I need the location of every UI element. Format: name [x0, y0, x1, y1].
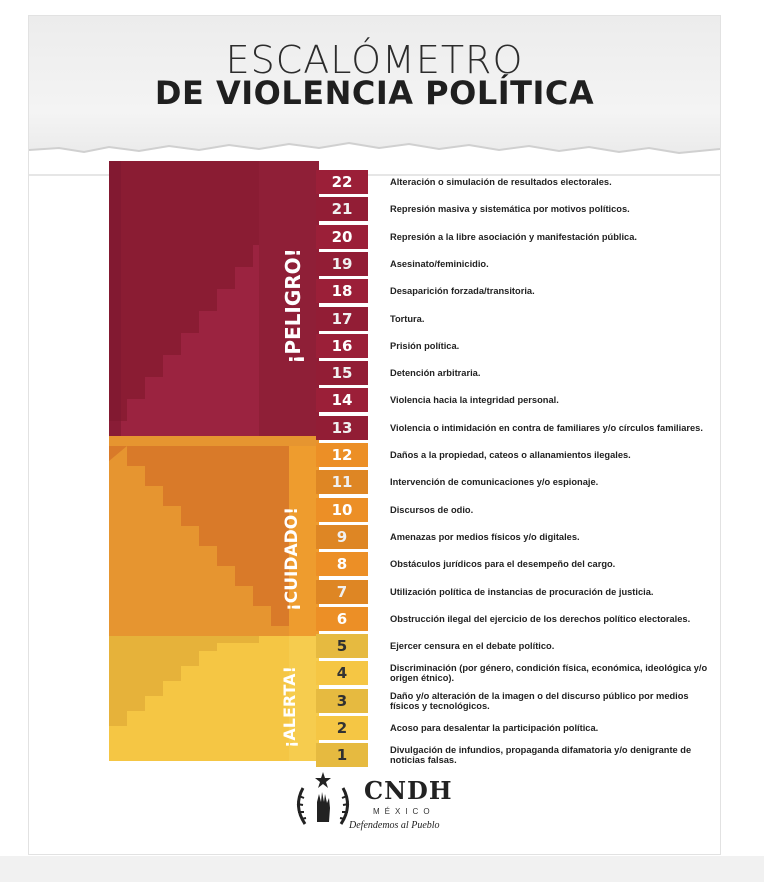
level-number: 4	[316, 661, 368, 685]
level-description: Utilización política de instancias de procuración de justicia.	[390, 586, 654, 597]
level-description: Tortura.	[390, 313, 425, 324]
level-row	[316, 634, 706, 658]
section-label-alerta: ¡ALERTA!	[280, 666, 299, 748]
level-description: Obstrucción ilegal del ejercicio de los derechos político electorales.	[390, 613, 691, 624]
level-description: Alteración o simulación de resultados electorales.	[390, 177, 612, 187]
level-number: 11	[316, 470, 368, 494]
level-row	[316, 607, 706, 631]
level-row	[316, 743, 706, 767]
logo-country: MÉXICO	[373, 807, 435, 816]
level-description: Represión a la libre asociación y manifestación pública.	[390, 231, 637, 242]
level-number: 5	[316, 634, 368, 658]
level-description: Violencia o intimidación en contra de familiares y/o círculos familiares.	[390, 422, 703, 433]
level-row	[316, 525, 706, 549]
level-description: Prisión política.	[390, 340, 460, 351]
level-number: 7	[316, 580, 368, 604]
title-line-1: ESCALÓMETRO	[225, 38, 524, 82]
level-row	[316, 197, 706, 221]
level-row	[316, 552, 706, 576]
level-number: 20	[316, 225, 368, 249]
level-description: Violencia hacia la integridad personal.	[390, 395, 559, 406]
level-number: 21	[316, 197, 368, 221]
level-number: 2	[316, 716, 368, 740]
level-number: 13	[316, 416, 368, 440]
level-row	[316, 307, 706, 331]
level-row	[316, 498, 706, 522]
level-row	[316, 416, 706, 440]
level-number: 8	[316, 552, 368, 576]
level-number: 14	[316, 388, 368, 412]
escalometro-page	[29, 16, 720, 854]
level-description: Acoso para desalentar la participación política.	[390, 723, 599, 733]
level-description: Amenazas por medios físicos y/o digitales.	[390, 531, 580, 542]
level-description: Obstáculos jurídicos para el desempeño del cargo.	[390, 559, 616, 570]
level-description: Discriminación (por género, condición física, económica, ideológica y/o origen étnico).	[390, 663, 708, 684]
level-number: 15	[316, 361, 368, 385]
level-number: 19	[316, 252, 368, 276]
level-description: Desaparición forzada/transitoria.	[390, 286, 535, 297]
cndh-logo	[287, 768, 467, 840]
level-description: Divulgación de infundios, propaganda difamatoria y/o denigrante de noticias falsas.	[390, 745, 692, 766]
section-label-cuidado: ¡CUIDADO!	[282, 507, 302, 611]
level-number: 16	[316, 334, 368, 358]
level-row	[316, 361, 706, 385]
level-description: Ejercer censura en el debate político.	[390, 641, 555, 652]
level-number: 22	[316, 170, 368, 194]
level-description: Daño y/o alteración de la imagen o del discurso público por medios físicos y tecnológicos.	[390, 690, 689, 711]
level-number: 17	[316, 307, 368, 331]
section-label-peligro: ¡PELIGRO!	[281, 248, 305, 364]
level-number: 1	[316, 743, 368, 767]
level-description: Represión masiva y sistemática por motivos políticos.	[390, 204, 630, 215]
level-number: 18	[316, 279, 368, 303]
level-description: Daños a la propiedad, cateos o allanamientos ilegales.	[390, 450, 631, 460]
level-row	[316, 252, 706, 276]
level-number: 10	[316, 498, 368, 522]
bottom-strip	[0, 856, 764, 882]
title-line-2: DE VIOLENCIA POLÍTICA	[154, 74, 595, 112]
level-row	[316, 279, 706, 303]
level-number: 9	[316, 525, 368, 549]
header	[29, 16, 720, 176]
logo-name: CNDH	[364, 776, 453, 805]
level-description: Detención arbitraria.	[390, 368, 481, 379]
level-row	[316, 716, 706, 740]
level-number: 12	[316, 443, 368, 467]
level-description: Asesinato/feminicidio.	[390, 258, 489, 269]
level-row	[316, 661, 706, 685]
level-row	[316, 470, 706, 494]
level-row	[316, 580, 706, 604]
level-number: 6	[316, 607, 368, 631]
level-row	[316, 170, 706, 194]
level-row	[316, 388, 706, 412]
level-row	[316, 689, 706, 713]
level-row	[316, 443, 706, 467]
level-row	[316, 225, 706, 249]
logo-tagline: Defendemos al Pueblo	[349, 820, 440, 831]
level-row	[316, 334, 706, 358]
level-number: 3	[316, 689, 368, 713]
level-description: Discursos de odio.	[390, 504, 474, 515]
level-description: Intervención de comunicaciones y/o espionaje.	[390, 477, 599, 488]
